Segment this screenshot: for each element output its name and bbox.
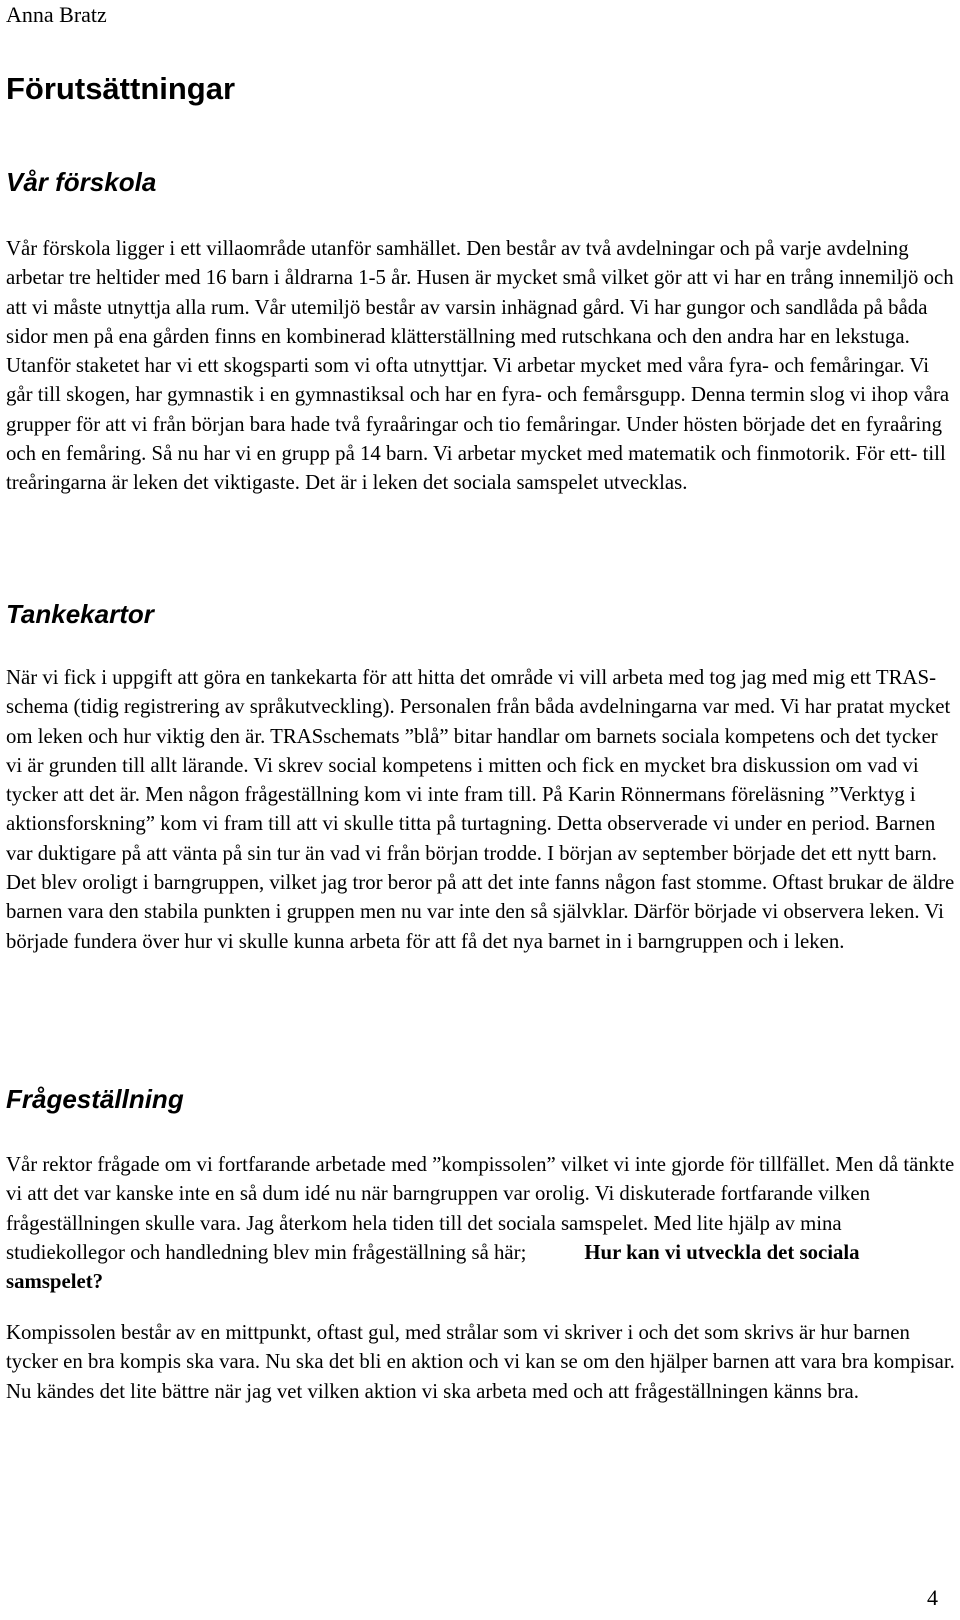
section-text-kompissolen: Kompissolen består av en mittpunkt, oftast gul, med strålar som vi skriver i och det som skrivs är hur barnen tycker en bra kompis ska vara. Nu ska det bli en aktion och vi kan se om den hjälper barnen att vara bra kompisar. Nu kändes det lite bättre när jag vet vilken aktion vi ska arbeta med och att frågeställningen känns bra. — [6, 1321, 955, 1403]
author-name: Anna Bratz — [6, 2, 107, 27]
page-title: Förutsättningar — [6, 71, 236, 106]
section-heading-fragestallning: Frågeställning — [6, 1084, 184, 1114]
page-number: 4 — [927, 1585, 938, 1610]
section-text-var-forskola: Vår förskola ligger i ett villaområde utanför samhället. Den består av två avdelningar och på varje avdelning arbetar tre heltider med 16 barn i åldrarna 1-5 år. Husen är mycket små vilket gör att vi har en trång innemiljö och att vi måste utnyttja alla rum. Vår utemiljö består av varsin inhägnad gård. Vi har gungor och sandlåda på båda sidor men på ena gården finns en kombinerad klätterställning med rutschkana och den andra har en lekstuga. Utanför staketet har vi ett skogsparti som vi ofta utnyttjar. Vi arbetar mycket med våra fyra- och femåringar. Vi går till skogen, har gymnastik i en gymnastiksal och har en fyra- och femårsgupp. Denna termin slog vi ihop våra grupper för att vi från början bara hade två fyraåringar och tio femåringar. Under hösten började det en fyraåring och en femåring. Så nu har vi en grupp på 14 barn. Vi arbetar mycket med matematik och finmotorik. För ett- till treåringarna är leken det viktigaste. Det är i leken det sociala samspelet utvecklas. — [6, 237, 954, 495]
section-text-tankekartor: När vi fick i uppgift att göra en tankekarta för att hitta det område vi vill arbeta med tog jag med mig ett TRAS-schema (tidig registrering av språkutveckling). Personalen från båda avdelningarna var med. Vi har pratat mycket om leken och hur viktig den är. TRASschemats ”blå” bitar handlar om barnets sociala kompetens och det tycker vi är grunden till allt lärande. Vi skrev social kompetens i mitten och fick en mycket bra diskussion om vad vi tycker att det är. Men någon frågeställning kom vi inte fram till. På Karin Rönnermans föreläsning ”Verktyg i aktionsforskning” kom vi fram till att vi skulle titta på turtagning. Detta observerade vi under en period. Barnen var duktigare på att vänta på sin tur än vad vi från början trodde. I början av september började det ett nytt barn. Det blev oroligt i barngruppen, vilket jag tror beror på att det inte fanns någon fast stomme. Oftast brukar de äldre barnen vara den stabila punkten i gruppen men nu var inte den så självklar. Därför började vi observera leken. Vi började fundera över hur vi skulle kunna arbeta för att få det nya barnet in i barngruppen och i leken. — [6, 666, 955, 953]
section-heading-var-forskola: Vår förskola — [6, 167, 157, 197]
research-question: Hur kan vi utveckla det sociala samspelet? — [6, 1240, 860, 1294]
section-text-fragestallning — [6, 1150, 956, 1296]
fragestallning-intro: Vår rektor frågade om vi fortfarande arbetade med ”kompissolen” vilket vi inte gjorde för tillfället. Men då tänkte vi att det var kanske inte en så dum idé nu när barngruppen var orolig. Vi diskuterade fortfarande vilken frågeställningen skulle vara. Jag återkom hela tiden till det sociala samspelet. Med lite hjälp av mina studiekollegor och handledning blev min frågeställning så här; — [6, 1153, 955, 1264]
section-heading-tankekartor: Tankekartor — [6, 599, 154, 629]
